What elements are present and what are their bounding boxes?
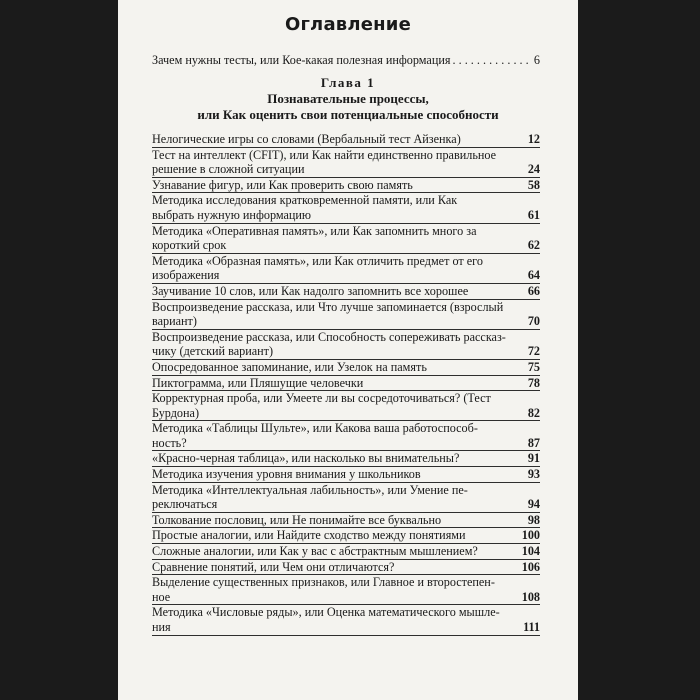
toc-entry [152,193,540,223]
dot-leader [453,52,532,69]
toc-entry [152,178,540,194]
toc-list [152,132,540,636]
toc-entry-text: Нелогические игры со словами (Вербальный тест Айзенка) [152,132,461,146]
toc-entry-text: Опосредованное запоминание, или Узелок на память [152,359,427,374]
toc-entry-text: Методика исследования кратковременной памяти, или Как выбрать нужную информацию [152,193,458,222]
toc-entry [152,360,540,376]
chapter-label: Глава 1 [320,75,376,90]
toc-entry [152,224,540,254]
toc-entry-page-number: 70 [527,314,540,329]
toc-entry [152,254,540,284]
toc-entry-page-number: 106 [521,559,540,574]
toc-entry-text: Толкование пословиц, или Не понимайте все буквально [152,512,442,527]
toc-entry-page-number: 108 [521,589,540,604]
intro-text: Зачем нужны тесты, или Кое-какая полезная информация [152,53,451,67]
toc-entry [152,528,540,544]
toc-entry-text: Пиктограмма, или Пляшущие человечки [152,375,364,390]
toc-entry-page-number: 91 [527,451,540,466]
toc-entry [152,148,540,178]
toc-entry-text: Воспроизведение рассказа, или Способность сопереживать рассказ- чику (детский вариант) [152,329,506,359]
toc-entry-text: Простые аналогии, или Найдите сходство между понятиями [152,528,466,543]
toc-entry-page-number: 72 [527,344,540,359]
toc-entry-text: Узнавание фигур, или Как проверить свою память [152,177,413,192]
toc-entry-page-number: 100 [521,528,540,543]
toc-entry [152,284,540,300]
toc-entry-text: Корректурная проба, или Умеете ли вы сосредоточиваться? (Тест Бурдона) [152,391,491,420]
toc-entry-page-number: 66 [527,283,540,298]
toc-entry-text: Методика изучения уровня внимания у школьников [152,467,421,482]
toc-entry [152,483,540,513]
toc-entry-page-number: 24 [527,162,540,177]
toc-entry [152,421,540,451]
toc-entry [152,300,540,330]
chapter-title-line1: Познавательные процессы, [267,91,429,106]
toc-entry-text: Воспроизведение рассказа, или Что лучше запоминается (взрослый вариант) [152,299,504,329]
toc-entry-page-number: 61 [527,207,540,222]
toc-entry-page-number: 62 [527,238,540,253]
toc-entry-page-number: 58 [527,177,540,192]
toc-entry-text: Сложные аналогии, или Как у вас с абстрактным мышлением? [152,544,478,559]
toc-intro-entry [152,52,540,69]
toc-entry-page-number: 93 [527,467,540,482]
toc-entry-page-number: 94 [527,497,540,512]
toc-entry-text: Методика «Числовые ряды», или Оценка математического мышле- ния [152,605,500,634]
toc-entry [152,391,540,421]
toc-entry-text: Методика «Оперативная память», или Как запомнить много за короткий срок [152,223,477,253]
toc-entry [152,544,540,560]
toc-entry-text: «Красно-черная таблица», или насколько вы внимательны? [152,451,460,466]
toc-entry-page-number: 111 [523,620,540,634]
toc-entry-text: Методика «Образная память», или Как отличить предмет от его изображения [152,253,483,283]
toc-entry [152,513,540,529]
toc-entry-page-number: 64 [527,268,540,283]
intro-page-number: 6 [533,53,540,67]
toc-entry [152,330,540,360]
toc-entry-page-number: 12 [527,132,540,146]
page-title: Оглавление [284,14,412,35]
toc-entry-text: Выделение существенных признаков, или Главное и второстепен- ное [152,575,495,604]
toc-entry-text: Сравнение понятий, или Чем они отличаются? [152,559,395,574]
toc-entry-text: Методика «Интеллектуальная лабильность», или Умение пе- реключаться [152,482,468,512]
toc-entry [152,560,540,576]
toc-entry-text: Методика «Таблицы Шульте», или Какова ваша работоспособ- ность? [152,421,478,450]
toc-entry-page-number: 87 [527,435,540,450]
toc-entry-page-number: 78 [527,375,540,390]
toc-entry-page-number: 75 [527,359,540,374]
toc-entry-page-number: 98 [527,512,540,527]
chapter-heading [148,75,548,123]
toc-entry [152,605,540,635]
toc-entry [152,467,540,483]
toc-entry [152,575,540,605]
toc-entry-text: Заучивание 10 слов, или Как надолго запомнить все хорошее [152,283,469,298]
toc-entry [152,451,540,467]
toc-entry [152,376,540,392]
chapter-title-line2: или Как оценить свои потенциальные способности [197,107,499,122]
toc-entry [152,132,540,148]
toc-entry-text: Тест на интеллект (CFIT), или Как найти единственно правильное решение в сложной ситуации [152,147,497,177]
book-page [118,0,578,700]
toc-entry-page-number: 82 [527,405,540,420]
toc-entry-page-number: 104 [521,544,540,559]
